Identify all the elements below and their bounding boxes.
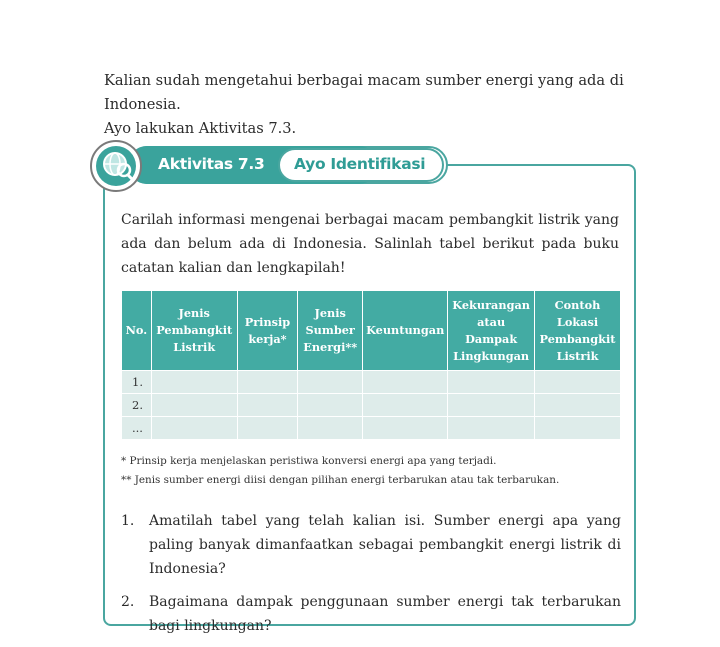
header-text-line: Jenis [314, 306, 346, 320]
header-text-line: Listrik [173, 340, 216, 354]
header-text-line: Energi** [303, 340, 358, 354]
table-row [122, 371, 621, 394]
table-row [122, 394, 621, 417]
table-header-cell [535, 291, 621, 371]
header-text-line: Lingkungan [453, 348, 530, 363]
question-item [121, 509, 621, 581]
empty-cell [237, 417, 298, 440]
empty-cell [363, 371, 448, 394]
empty-cell [151, 417, 237, 440]
task-text: Carilah informasi mengenai berbagai macam pembangkit listrik yang ada dan belum ada di Indonesia. Salinlah tabel berikut pada buku catatan kalian dan lengkapilah! [121, 212, 619, 276]
intro-text [104, 69, 664, 141]
note-1: * Prinsip kerja menjelaskan peristiwa konversi energi apa yang terjadi. [121, 455, 497, 467]
row-number-cell: ... [122, 417, 152, 440]
table-header-cell [237, 291, 298, 371]
row-number-cell: 1. [122, 371, 152, 394]
task-instruction [121, 208, 619, 280]
header-text-line: Contoh [554, 297, 601, 312]
activity-title: Ayo Identifikasi [294, 155, 426, 173]
header-text-line: Pembangkit [156, 323, 233, 337]
empty-cell [448, 417, 535, 440]
empty-cell [298, 417, 363, 440]
empty-cell [535, 417, 621, 440]
empty-cell [151, 371, 237, 394]
header-text-line: Prinsip [244, 314, 291, 329]
table-header-cell [298, 291, 363, 371]
empty-cell [237, 394, 298, 417]
note-2: ** Jenis sumber energi diisi dengan pilihan energi terbarukan atau tak terbarukan. [121, 474, 560, 486]
empty-cell [363, 417, 448, 440]
activity-label: Aktivitas 7.3 [158, 155, 265, 173]
intro-line-1: Kalian sudah mengetahui berbagai macam sumber energi yang ada di Indonesia. [104, 72, 624, 113]
table-header-cell [151, 291, 237, 371]
empty-cell [448, 371, 535, 394]
empty-cell [298, 371, 363, 394]
table-header-row [122, 291, 621, 371]
header-text-line: Lokasi [556, 314, 599, 329]
table-header-cell [122, 291, 152, 371]
table-notes [121, 452, 559, 490]
globe-icon-graphic [90, 140, 142, 192]
header-text-line: Kekurangan [452, 297, 530, 312]
empty-cell [298, 394, 363, 417]
question-text: Bagaimana dampak penggunaan sumber energi tak terbarukan bagi lingkungan? [149, 594, 621, 634]
table-row [122, 417, 621, 440]
empty-cell [535, 371, 621, 394]
header-text-line: Sumber [305, 323, 355, 337]
identification-table [121, 290, 621, 440]
header-text-line: Pembangkit [539, 331, 616, 346]
header-text-line: Jenis [178, 306, 210, 320]
question-number: 2. [121, 594, 135, 610]
globe-icon [90, 140, 142, 192]
empty-cell [448, 394, 535, 417]
header-text-line: kerja* [248, 331, 287, 346]
row-number-cell: 2. [122, 394, 152, 417]
question-list [121, 509, 621, 647]
intro-line-2: Ayo lakukan Aktivitas 7.3. [104, 120, 297, 137]
header-text-line: No. [125, 323, 148, 337]
empty-cell [237, 371, 298, 394]
header-text-line: Dampak [465, 331, 518, 346]
empty-cell [535, 394, 621, 417]
question-number: 1. [121, 513, 135, 529]
table-body [122, 371, 621, 440]
activity-header [90, 140, 450, 192]
question-item [121, 590, 621, 638]
empty-cell [363, 394, 448, 417]
table-header-cell [363, 291, 448, 371]
header-text-line: Listrik [556, 348, 599, 363]
empty-cell [151, 394, 237, 417]
header-text-line: Keuntungan [366, 323, 445, 337]
question-text: Amatilah tabel yang telah kalian isi. Sumber energi apa yang paling banyak dimanfaatkan sebagai pembangkit energi listrik di Indonesia? [149, 513, 621, 577]
header-text-line: atau [477, 314, 506, 329]
table-header-cell [448, 291, 535, 371]
